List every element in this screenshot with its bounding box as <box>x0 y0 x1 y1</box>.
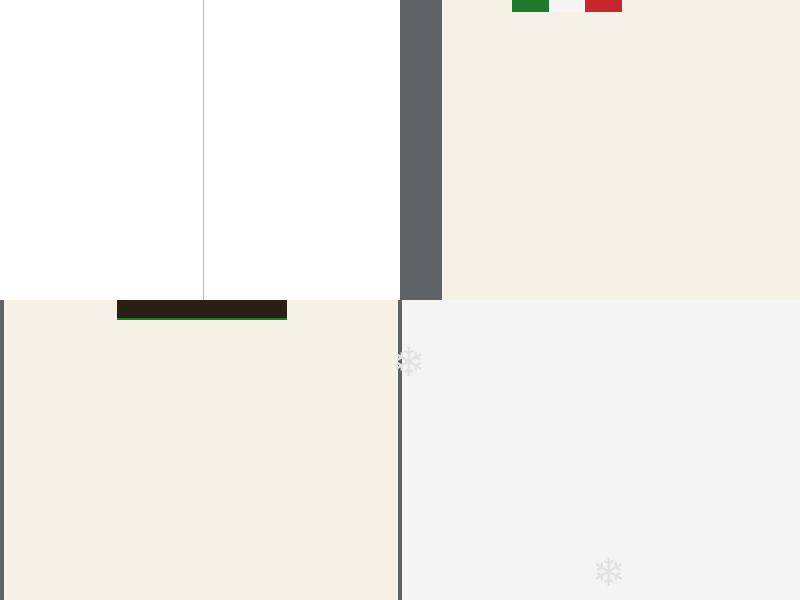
dine-in-menu-page <box>0 0 400 300</box>
column-divider <box>203 0 204 300</box>
bella-vita-logo <box>117 300 287 320</box>
snowflake-icon: ❄ <box>592 550 626 596</box>
takeaway-menu-page-2 <box>4 300 398 600</box>
snowflake-icon: ❄ <box>392 340 426 386</box>
christmas-menu-page <box>392 300 800 600</box>
takeaway-menu-page-1 <box>442 0 800 300</box>
italian-flag-banner <box>512 0 622 12</box>
